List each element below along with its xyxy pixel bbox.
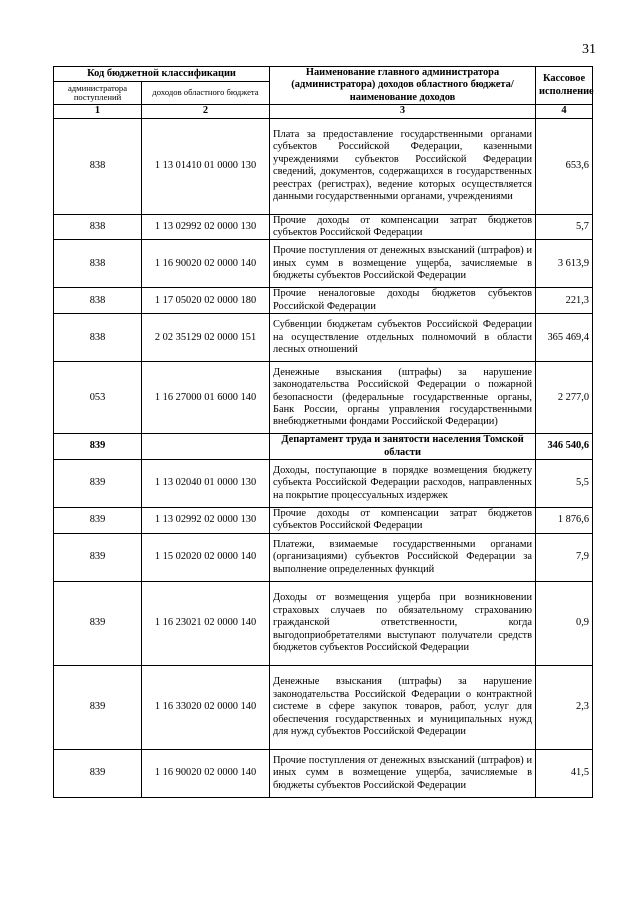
income-code-cell [142, 434, 270, 460]
admin-code-cell: 838 [54, 288, 142, 314]
admin-code-cell: 839 [54, 460, 142, 508]
income-code-cell: 1 13 01410 01 0000 130 [142, 118, 270, 214]
income-name-cell: Денежные взыскания (штрафы) за нарушение законодательства Российской Федерации о контрактной системе в сфере закупок товаров, работ, услуг для обеспечения государственных и муниципальных нужд для нужд субъектов Российской Федерации [270, 665, 536, 749]
amount-cell: 0,9 [536, 581, 593, 665]
admin-code-cell: 839 [54, 533, 142, 581]
income-name-cell: Департамент труда и занятости населения Томской области [270, 434, 536, 460]
header-classification-code: Код бюджетной классификации [54, 67, 270, 82]
amount-cell: 3 613,9 [536, 240, 593, 288]
admin-code-cell: 053 [54, 362, 142, 434]
amount-cell: 653,6 [536, 118, 593, 214]
income-code-cell: 1 16 33020 02 0000 140 [142, 665, 270, 749]
admin-code-cell: 839 [54, 434, 142, 460]
income-name-cell: Доходы, поступающие в порядке возмещения бюджету субъекта Российской Федерации расходов, направленных на покрытие процессуальных издержек [270, 460, 536, 508]
amount-cell: 41,5 [536, 749, 593, 797]
income-name-cell: Прочие поступления от денежных взысканий (штрафов) и иных сумм в возмещение ущерба, зачисляемые в бюджеты субъектов Российской Федерации [270, 749, 536, 797]
department-row [54, 434, 593, 460]
income-code-cell: 1 13 02992 02 0000 130 [142, 214, 270, 240]
admin-code-cell: 838 [54, 214, 142, 240]
income-name-cell: Прочие доходы от компенсации затрат бюджетов субъектов Российской Федерации [270, 508, 536, 534]
column-number: 2 [142, 105, 270, 118]
amount-cell: 5,5 [536, 460, 593, 508]
income-name-cell: Денежные взыскания (штрафы) за нарушение законодательства Российской Федерации о пожарной безопасности (федеральные государственные органы, Банк России, органы управления государственными внебюджетными фондами Российской Федерации) [270, 362, 536, 434]
admin-code-cell: 838 [54, 314, 142, 362]
income-name-cell: Плата за предоставление государственными органами субъектов Российской Федерации, казенными учреждениями субъектов Российской Федерации сведений, документов, содержащихся в государственных реестрах (регистрах), ведение которых осуществляется данными государственными органами, учреждениями [270, 118, 536, 214]
income-code-cell: 1 17 05020 02 0000 180 [142, 288, 270, 314]
income-name-cell: Доходы от возмещения ущерба при возникновении страховых случаев по обязательному страхованию гражданской ответственности, когда выгодоприобретателями выступают получатели средств бюджетов субъектов Российской Федерации [270, 581, 536, 665]
column-number: 3 [270, 105, 536, 118]
amount-cell: 365 469,4 [536, 314, 593, 362]
budget-income-table [53, 66, 593, 798]
admin-code-cell: 839 [54, 508, 142, 534]
header-administrator-name: Наименование главного администратора (администратора) доходов областного бюджета/ наименование доходов [270, 67, 536, 105]
header-income-code: доходов областного бюджета [142, 81, 270, 104]
amount-cell: 1 876,6 [536, 508, 593, 534]
header-cash-execution: Кассовое исполнение [536, 67, 593, 105]
admin-code-cell: 838 [54, 118, 142, 214]
header-admin-code: администратора поступлений [54, 81, 142, 104]
admin-code-cell: 838 [54, 240, 142, 288]
table-row [54, 508, 593, 534]
income-code-cell: 1 16 23021 02 0000 140 [142, 581, 270, 665]
table-row [54, 214, 593, 240]
amount-cell: 346 540,6 [536, 434, 593, 460]
income-name-cell: Прочие поступления от денежных взысканий (штрафов) и иных сумм в возмещение ущерба, зачисляемые в бюджеты субъектов Российской Федерации [270, 240, 536, 288]
table-row [54, 288, 593, 314]
income-code-cell: 1 16 90020 02 0000 140 [142, 749, 270, 797]
amount-cell: 5,7 [536, 214, 593, 240]
admin-code-cell: 839 [54, 581, 142, 665]
amount-cell: 2,3 [536, 665, 593, 749]
income-name-cell: Платежи, взимаемые государственными органами (организациями) субъектов Российской Федерации за выполнение определенных функций [270, 533, 536, 581]
page-number: 31 [582, 42, 596, 57]
amount-cell: 221,3 [536, 288, 593, 314]
table-row [54, 665, 593, 749]
table-row [54, 314, 593, 362]
table-row [54, 362, 593, 434]
table-row [54, 749, 593, 797]
table-row [54, 533, 593, 581]
column-number: 4 [536, 105, 593, 118]
admin-code-cell: 839 [54, 749, 142, 797]
income-name-cell: Субвенции бюджетам субъектов Российской Федерации на осуществление отдельных полномочий в области лесных отношений [270, 314, 536, 362]
amount-cell: 2 277,0 [536, 362, 593, 434]
income-code-cell: 1 13 02040 01 0000 130 [142, 460, 270, 508]
admin-code-cell: 839 [54, 665, 142, 749]
table-row [54, 460, 593, 508]
income-code-cell: 1 13 02992 02 0000 130 [142, 508, 270, 534]
income-code-cell: 1 15 02020 02 0000 140 [142, 533, 270, 581]
amount-cell: 7,9 [536, 533, 593, 581]
income-name-cell: Прочие неналоговые доходы бюджетов субъектов Российской Федерации [270, 288, 536, 314]
table-row [54, 240, 593, 288]
income-code-cell: 1 16 27000 01 6000 140 [142, 362, 270, 434]
income-code-cell: 2 02 35129 02 0000 151 [142, 314, 270, 362]
column-number: 1 [54, 105, 142, 118]
table-row [54, 581, 593, 665]
income-name-cell: Прочие доходы от компенсации затрат бюджетов субъектов Российской Федерации [270, 214, 536, 240]
table-row [54, 118, 593, 214]
income-code-cell: 1 16 90020 02 0000 140 [142, 240, 270, 288]
